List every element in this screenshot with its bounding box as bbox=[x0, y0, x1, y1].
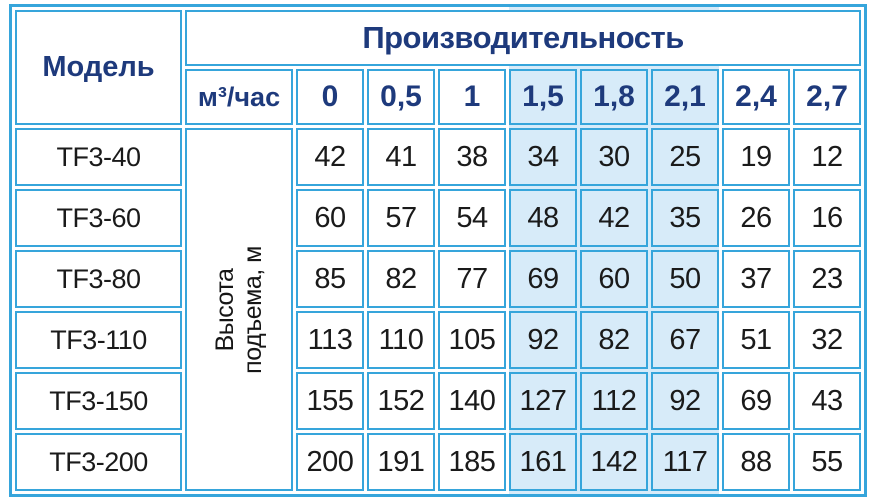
value-cell: 110 bbox=[367, 311, 435, 369]
value-cell: 105 bbox=[438, 311, 506, 369]
model-column-header: Модель bbox=[15, 10, 182, 125]
value-cell: 200 bbox=[296, 433, 364, 491]
table-row bbox=[15, 250, 861, 308]
value-cell: 92 bbox=[509, 311, 577, 369]
value-cell: 92 bbox=[651, 372, 719, 430]
value-cell: 35 bbox=[651, 189, 719, 247]
value-cell: 152 bbox=[367, 372, 435, 430]
value-cell: 41 bbox=[367, 128, 435, 186]
value-cell: 38 bbox=[438, 128, 506, 186]
flow-header-0-5: 0,5 bbox=[367, 69, 435, 125]
flow-header-2-1: 2,1 bbox=[651, 69, 719, 125]
value-cell: 30 bbox=[580, 128, 648, 186]
flow-header-0: 0 bbox=[296, 69, 364, 125]
value-cell: 48 bbox=[509, 189, 577, 247]
value-cell: 140 bbox=[438, 372, 506, 430]
value-cell: 77 bbox=[438, 250, 506, 308]
value-cell: 185 bbox=[438, 433, 506, 491]
flow-header-1: 1 bbox=[438, 69, 506, 125]
table-row bbox=[15, 189, 861, 247]
model-cell: TF3-60 bbox=[15, 189, 182, 247]
value-cell: 82 bbox=[580, 311, 648, 369]
value-cell: 67 bbox=[651, 311, 719, 369]
value-cell: 43 bbox=[793, 372, 861, 430]
flow-header-2-7: 2,7 bbox=[793, 69, 861, 125]
value-cell: 155 bbox=[296, 372, 364, 430]
value-cell: 25 bbox=[651, 128, 719, 186]
flow-header-1-8: 1,8 bbox=[580, 69, 648, 125]
table-row bbox=[15, 311, 861, 369]
value-cell: 50 bbox=[651, 250, 719, 308]
value-cell: 32 bbox=[793, 311, 861, 369]
value-cell: 69 bbox=[722, 372, 790, 430]
value-cell: 42 bbox=[580, 189, 648, 247]
value-cell: 113 bbox=[296, 311, 364, 369]
model-cell: TF3-110 bbox=[15, 311, 182, 369]
value-cell: 34 bbox=[509, 128, 577, 186]
value-cell: 51 bbox=[722, 311, 790, 369]
value-cell: 85 bbox=[296, 250, 364, 308]
lift-height-label-cell bbox=[185, 128, 293, 491]
productivity-header: Производительность bbox=[185, 10, 861, 66]
value-cell: 60 bbox=[580, 250, 648, 308]
value-cell: 54 bbox=[438, 189, 506, 247]
value-cell: 142 bbox=[580, 433, 648, 491]
model-cell: TF3-200 bbox=[15, 433, 182, 491]
value-cell: 117 bbox=[651, 433, 719, 491]
model-cell: TF3-40 bbox=[15, 128, 182, 186]
value-cell: 82 bbox=[367, 250, 435, 308]
value-cell: 127 bbox=[509, 372, 577, 430]
flow-header-1-5: 1,5 bbox=[509, 69, 577, 125]
flow-header-2-4: 2,4 bbox=[722, 69, 790, 125]
model-cell: TF3-80 bbox=[15, 250, 182, 308]
value-cell: 161 bbox=[509, 433, 577, 491]
value-cell: 12 bbox=[793, 128, 861, 186]
value-cell: 57 bbox=[367, 189, 435, 247]
lift-height-axis-label: Высота подъема, м bbox=[211, 245, 267, 374]
value-cell: 112 bbox=[580, 372, 648, 430]
value-cell: 42 bbox=[296, 128, 364, 186]
value-cell: 26 bbox=[722, 189, 790, 247]
value-cell: 23 bbox=[793, 250, 861, 308]
value-cell: 69 bbox=[509, 250, 577, 308]
table-row bbox=[15, 372, 861, 430]
value-cell: 88 bbox=[722, 433, 790, 491]
table-row bbox=[15, 433, 861, 491]
value-cell: 60 bbox=[296, 189, 364, 247]
pump-spec-table bbox=[9, 4, 867, 497]
flow-unit-header: м³/час bbox=[185, 69, 293, 125]
model-cell: TF3-150 bbox=[15, 372, 182, 430]
value-cell: 16 bbox=[793, 189, 861, 247]
value-cell: 55 bbox=[793, 433, 861, 491]
value-cell: 37 bbox=[722, 250, 790, 308]
value-cell: 191 bbox=[367, 433, 435, 491]
table-row bbox=[15, 128, 861, 186]
value-cell: 19 bbox=[722, 128, 790, 186]
